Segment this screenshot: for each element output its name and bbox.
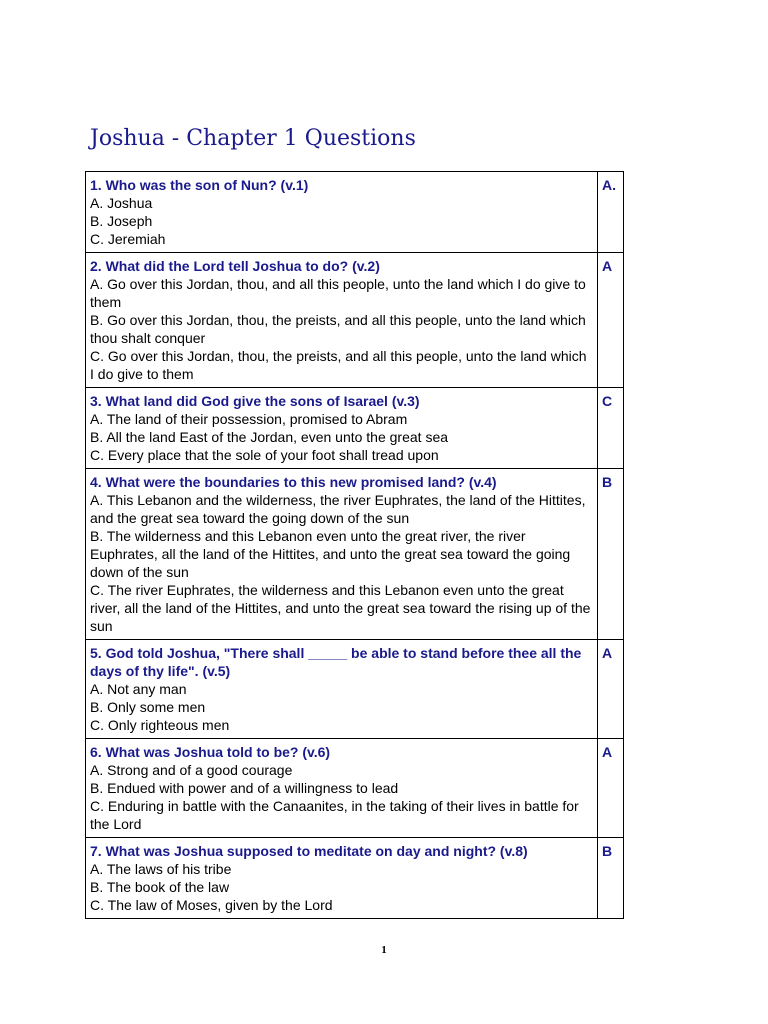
questions-table: [85, 171, 624, 919]
question-row: [86, 838, 624, 919]
question-text: 5. God told Joshua, "There shall _____ be able to stand before thee all the days of thy life". (v.5): [90, 645, 582, 679]
question-text: 7. What was Joshua supposed to meditate on day and night? (v.8): [90, 843, 528, 859]
option-a: A. The land of their possession, promised to Abram: [90, 411, 408, 427]
answer-cell: [598, 739, 624, 838]
option-a: A. The laws of his tribe: [90, 861, 232, 877]
option-a: A. Not any man: [90, 681, 187, 697]
option-b: B. Only some men: [90, 699, 206, 715]
answer-key: B: [602, 474, 613, 490]
answer-cell: [598, 172, 624, 253]
answer-key: C: [602, 393, 613, 409]
question-text: 6. What was Joshua told to be? (v.6): [90, 744, 331, 760]
answer-cell: [598, 838, 624, 919]
answer-key: B: [602, 843, 613, 859]
answer-cell: [598, 469, 624, 640]
option-c: C. The law of Moses, given by the Lord: [90, 897, 333, 913]
question-cell: [86, 838, 598, 919]
option-a: A. Strong and of a good courage: [90, 762, 293, 778]
question-text: 4. What were the boundaries to this new promised land? (v.4): [90, 474, 497, 490]
option-c: C. Go over this Jordan, thou, the preists, and all this people, unto the land which I do give to them: [90, 348, 587, 382]
page-title: Joshua - Chapter 1 Questions: [90, 126, 416, 151]
question-text: 1. Who was the son of Nun? (v.1): [90, 177, 309, 193]
option-b: B. Endued with power and of a willingness to lead: [90, 780, 399, 796]
question-text: 2. What did the Lord tell Joshua to do? (v.2): [90, 258, 380, 274]
option-a: A. Go over this Jordan, thou, and all this people, unto the land which I do give to them: [90, 276, 586, 310]
option-c: C. Jeremiah: [90, 231, 166, 247]
question-row: [86, 640, 624, 739]
option-c: C. Every place that the sole of your foot shall tread upon: [90, 447, 439, 463]
answer-key: A: [602, 744, 613, 760]
answer-cell: [598, 253, 624, 388]
question-row: [86, 253, 624, 388]
question-cell: [86, 172, 598, 253]
question-cell: [86, 253, 598, 388]
option-b: B. Joseph: [90, 213, 153, 229]
answer-key: A.: [602, 177, 616, 193]
answer-key: A: [602, 645, 613, 661]
option-a: A. Joshua: [90, 195, 153, 211]
question-cell: [86, 388, 598, 469]
question-row: [86, 469, 624, 640]
option-c: C. Only righteous men: [90, 717, 230, 733]
question-cell: [86, 739, 598, 838]
question-cell: [86, 469, 598, 640]
question-row: [86, 172, 624, 253]
question-row: [86, 739, 624, 838]
option-c: C. The river Euphrates, the wilderness and this Lebanon even unto the great river, all the land of the Hittites, and unto the great sea toward the rising up of the sun: [90, 582, 591, 634]
option-a: A. This Lebanon and the wilderness, the river Euphrates, the land of the Hittites, and the great sea toward the going down of the sun: [90, 492, 586, 526]
option-c: C. Enduring in battle with the Canaanites, in the taking of their lives in battle for the Lord: [90, 798, 579, 832]
option-b: B. Go over this Jordan, thou, the preists, and all this people, unto the land which thou shalt conquer: [90, 312, 586, 346]
option-b: B. The book of the law: [90, 879, 230, 895]
question-row: [86, 388, 624, 469]
answer-cell: [598, 388, 624, 469]
question-text: 3. What land did God give the sons of Isarael (v.3): [90, 393, 420, 409]
question-cell: [86, 640, 598, 739]
answer-key: A: [602, 258, 613, 274]
page-number: 1: [381, 944, 387, 956]
option-b: B. The wilderness and this Lebanon even unto the great river, the river Euphrates, all the land of the Hittites, and unto the great sea toward the going down of the sun: [90, 528, 571, 580]
answer-cell: [598, 640, 624, 739]
option-b: B. All the land East of the Jordan, even unto the great sea: [90, 429, 449, 445]
questions-table-body: [86, 172, 624, 919]
